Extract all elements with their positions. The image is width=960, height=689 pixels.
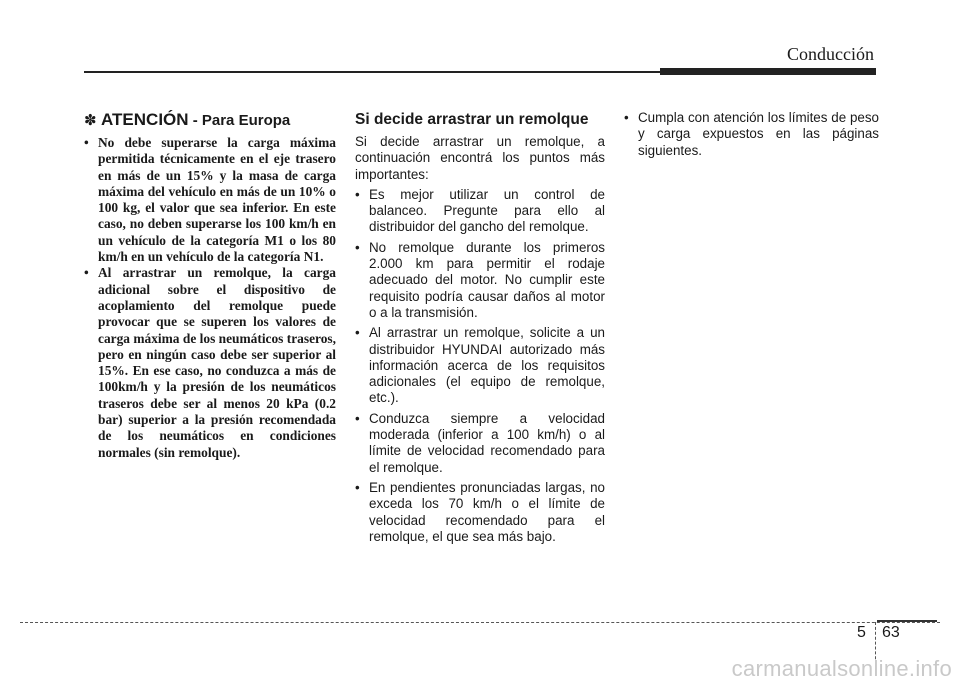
list-item [355,187,605,236]
towing-column-continued [624,110,879,163]
towing-column [355,110,605,549]
list-item [355,411,605,476]
header-rule-thick [660,68,876,75]
page-number: 63 [882,624,900,641]
header-rule-thin [84,71,660,73]
footer-dashed-rule [20,622,940,623]
attention-item-text: Al arrastrar un remolque, la carga adicional sobre el dispositivo de acoplamiento del remolque puede provocar que se superen los valores de carga máxima de los neumáticos traseros, pero en ningún caso debe ser superior al 15%. En ese caso, no conduzca a más de 100km/h y la presión de los neumáticos traseros debe ser al menos 20 kPa (0.2 bar) superior a la presión recomendada de los neumáticos en condiciones normales (sin remolque). [98,265,336,460]
bullet-icon: • [355,239,360,255]
attention-list [84,135,336,461]
attention-subtitle: - Para Europa [188,112,291,129]
bullet-icon: • [355,410,360,426]
attention-mark-icon: ✽ [84,112,97,129]
attention-heading [84,110,336,131]
watermark-text: carmanualsonline.info [731,656,952,681]
list-item [84,135,336,265]
list-item [355,325,605,406]
attention-word: ATENCIÓN [101,110,189,129]
section-number: 5 [857,624,866,641]
towing-intro: Si decide arrastrar un remolque, a continuación encontrá los puntos más importantes: [355,134,605,182]
bullet-icon: • [355,325,360,341]
towing-section-title: Si decide arrastrar un remolque [355,111,589,128]
towing-item-text: Al arrastrar un remolque, solicite a un distribuidor HYUNDAI autorizado más información acerca de los requisitos adicionales (el equipo de remolque, etc.). [369,325,605,406]
bullet-icon: • [355,186,360,202]
attention-item-text: No debe superarse la carga máxima permitida técnicamente en el eje trasero en más de un 15% y la masa de carga máxima del vehículo en más de un 10% o 100 kg, el valor que sea inferior. En este caso, no deben superarse los 100 km/h en un vehículo de la categoría M1 o los 80 km/h en un vehículo de la categoría N1. [98,135,336,265]
towing-item-text: Conduzca siempre a velocidad moderada (inferior a 100 km/h) o al límite de velocidad recomendado para el remolque. [369,410,605,475]
towing-item-text: Es mejor utilizar un control de balanceo. Pregunte para ello al distribuidor del gancho del remolque. [369,186,605,235]
towing-item-text: No remolque durante los primeros 2.000 km para permitir el rodaje adecuado del motor. No cumplir este requisito podría causar daños al motor o a la transmisión. [369,239,605,320]
page-header-title: Conducción [787,44,874,64]
bullet-icon: • [624,110,629,125]
list-item [355,480,605,545]
list-item [624,110,879,159]
towing-list-continued [624,110,879,159]
towing-item-text: En pendientes pronunciadas largas, no exceda los 70 km/h o el límite de velocidad recomendado para el remolque, el que sea más bajo. [369,479,605,544]
bullet-icon: • [84,135,89,150]
bullet-icon: • [355,479,360,495]
list-item [84,265,336,461]
attention-column [84,110,336,461]
footer-solid-rule [877,620,937,622]
list-item [355,240,605,321]
towing-item-text: Cumpla con atención los límites de peso y carga expuestos en las páginas siguientes. [638,110,879,158]
bullet-icon: • [84,265,89,281]
towing-list [355,187,605,545]
